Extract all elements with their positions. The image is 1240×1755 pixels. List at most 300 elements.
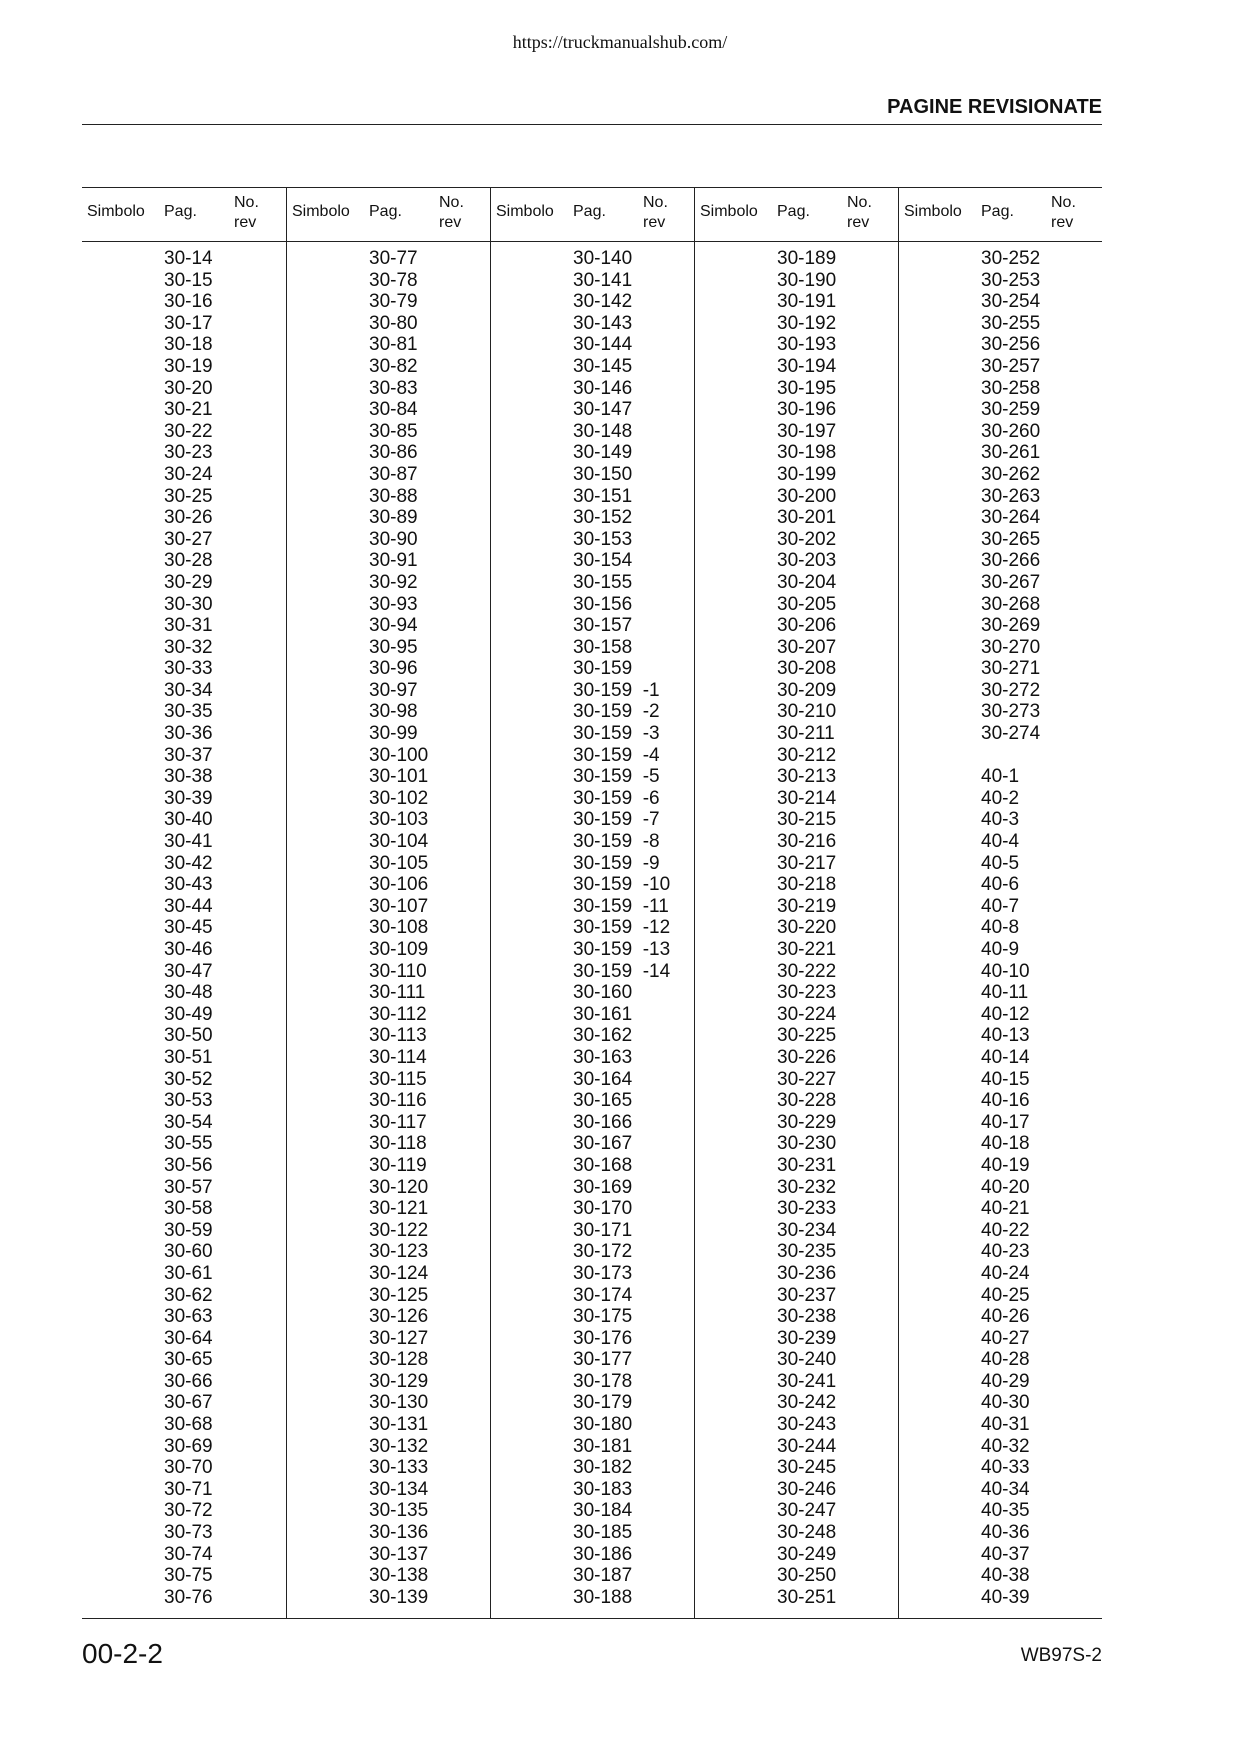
list-item: 30-149 (573, 442, 633, 464)
list-item: 30-198 (777, 442, 837, 464)
list-item: 30-182 (573, 1457, 633, 1479)
list-item: 30-50 (164, 1025, 213, 1047)
list-item: 30-169 (573, 1176, 633, 1198)
list-item: 30-242 (777, 1392, 837, 1414)
list-item: 30-180 (573, 1414, 633, 1436)
list-item: 40-15 (981, 1068, 1030, 1090)
list-item: 30-106 (369, 874, 429, 896)
list-item: 30-269 (981, 615, 1041, 637)
list-item: 30-167 (573, 1133, 633, 1155)
list-item: 30-200 (777, 485, 837, 507)
list-item: 30-122 (369, 1219, 429, 1241)
list-item: 30-223 (777, 982, 837, 1004)
list-item: 30-17 (164, 312, 213, 334)
header-page: Pag. (981, 203, 1014, 220)
table-column-1 (82, 188, 286, 1618)
list-item: 30-201 (777, 507, 837, 529)
list-item: 30-195 (777, 377, 837, 399)
header-rev: No. rev (847, 194, 872, 231)
list-item: 30-159 -9 (573, 852, 660, 874)
list-item: 30-233 (777, 1198, 837, 1220)
list-item: 30-159 -11 (573, 895, 669, 917)
list-item: 30-264 (981, 507, 1041, 529)
list-item: 30-235 (777, 1241, 837, 1263)
table-column-5 (898, 188, 1102, 1618)
list-item: 30-99 (369, 723, 418, 745)
list-item: 30-221 (777, 939, 837, 960)
list-item: 30-32 (164, 636, 213, 658)
list-item: 30-103 (369, 809, 429, 831)
column-header (695, 188, 898, 242)
list-item: 30-53 (164, 1090, 213, 1112)
revised-pages-table (82, 187, 1102, 1619)
list-item: 30-116 (369, 1090, 427, 1112)
list-item: 30-157 (573, 615, 633, 637)
list-item: 40-37 (981, 1543, 1030, 1565)
list-item: 30-111 (369, 982, 426, 1004)
list-item: 30-168 (573, 1154, 633, 1176)
list-item: 30-56 (164, 1154, 213, 1176)
list-item: 30-232 (777, 1176, 837, 1198)
list-item: 40-33 (981, 1457, 1030, 1479)
list-item: 40-3 (981, 809, 1020, 831)
list-item: 30-112 (369, 1003, 427, 1025)
list-item: 30-104 (369, 831, 429, 853)
list-item: 30-109 (369, 939, 429, 960)
column-header (82, 188, 286, 242)
list-item: 30-22 (164, 420, 213, 442)
list-item: 30-228 (777, 1090, 837, 1112)
list-item: 30-34 (164, 679, 213, 701)
list-item: 30-101 (369, 766, 429, 788)
list-item: 40-36 (981, 1522, 1030, 1544)
list-item: 30-67 (164, 1392, 213, 1414)
list-item: 30-51 (164, 1046, 213, 1068)
list-item: 30-76 (164, 1586, 213, 1608)
list-item: 40-20 (981, 1176, 1030, 1198)
list-item: 30-199 (777, 463, 837, 485)
list-item: 30-161 (573, 1003, 633, 1025)
list-item: 30-172 (573, 1241, 633, 1263)
list-item: 30-128 (369, 1349, 429, 1371)
list-item: 30-78 (369, 269, 418, 291)
list-item: 30-243 (777, 1414, 837, 1436)
list-item: 40-30 (981, 1392, 1030, 1414)
list-item: 30-255 (981, 312, 1041, 334)
list-item: 30-85 (369, 420, 418, 442)
list-item: 30-91 (369, 550, 418, 572)
list-item: 30-113 (369, 1025, 427, 1047)
list-item: 40-18 (981, 1133, 1030, 1155)
list-item: 30-110 (369, 960, 427, 982)
list-item: 40-22 (981, 1219, 1030, 1241)
list-item: 40-7 (981, 895, 1020, 917)
table-column-3 (490, 188, 694, 1618)
list-item: 30-71 (164, 1478, 213, 1500)
list-item: 30-137 (369, 1543, 429, 1565)
list-item: 30-121 (369, 1198, 429, 1220)
list-item: 30-166 (573, 1111, 633, 1133)
list-item: 30-238 (777, 1306, 837, 1328)
list-item: 30-171 (573, 1219, 633, 1241)
list-item: 30-59 (164, 1219, 213, 1241)
list-item: 30-159 -12 (573, 917, 671, 939)
list-item: 30-272 (981, 679, 1041, 701)
list-item: 30-105 (369, 852, 429, 874)
list-item: 30-205 (777, 593, 837, 615)
list-item: 30-57 (164, 1176, 213, 1198)
list-item: 30-27 (164, 528, 213, 550)
list-item: 30-159 -14 (573, 960, 671, 982)
list-item: 30-206 (777, 615, 837, 637)
list-item: 40-31 (981, 1414, 1030, 1436)
list-item: 30-247 (777, 1500, 837, 1522)
column-header (491, 188, 694, 242)
list-item: 30-273 (981, 701, 1041, 723)
list-item: 30-159 -6 (573, 787, 660, 809)
list-item: 30-81 (369, 334, 418, 356)
list-item: 30-147 (573, 399, 633, 421)
list-item: 30-224 (777, 1003, 837, 1025)
list-item: 30-24 (164, 463, 213, 485)
list-item: 30-158 (573, 636, 633, 658)
list-item: 40-35 (981, 1500, 1030, 1522)
list-item: 30-210 (777, 701, 837, 723)
list-item: 30-230 (777, 1133, 837, 1155)
list-item: 30-88 (369, 485, 418, 507)
list-item: 40-24 (981, 1262, 1030, 1284)
list-item: 30-159 -10 (573, 874, 671, 896)
header-symbol: Simbolo (700, 203, 758, 220)
list-item: 40-12 (981, 1003, 1030, 1025)
list-item: 30-129 (369, 1370, 429, 1392)
list-item: 30-60 (164, 1241, 213, 1263)
list-item: 30-209 (777, 679, 837, 701)
list-item: 30-159 (573, 658, 633, 680)
list-item: 30-173 (573, 1262, 633, 1284)
list-item: 30-36 (164, 723, 213, 745)
list-item: 30-250 (777, 1565, 837, 1587)
list-item: 30-145 (573, 355, 633, 377)
list-item: 30-189 (777, 248, 837, 269)
list-item: 30-177 (573, 1349, 633, 1371)
list-item: 40-29 (981, 1370, 1030, 1392)
list-item: 30-226 (777, 1046, 837, 1068)
list-item: 30-217 (777, 852, 837, 874)
header-symbol: Simbolo (496, 203, 554, 220)
list-item: 30-248 (777, 1522, 837, 1544)
list-item: 30-197 (777, 420, 837, 442)
list-item: 30-114 (369, 1046, 427, 1068)
list-item: 30-134 (369, 1478, 429, 1500)
list-item: 30-118 (369, 1133, 427, 1155)
header-symbol: Simbolo (292, 203, 350, 220)
list-item: 30-86 (369, 442, 418, 464)
list-item: 30-219 (777, 895, 837, 917)
list-item: 30-115 (369, 1068, 427, 1090)
list-item: 30-80 (369, 312, 418, 334)
list-item: 40-23 (981, 1241, 1030, 1263)
list-item: 30-225 (777, 1025, 837, 1047)
list-item: 30-58 (164, 1198, 213, 1220)
list-item: 30-62 (164, 1284, 213, 1306)
list-item: 30-100 (369, 744, 429, 766)
list-item: 30-65 (164, 1349, 213, 1371)
list-item: 30-102 (369, 787, 429, 809)
list-item: 40-26 (981, 1306, 1030, 1328)
list-item: 30-211 (777, 723, 835, 745)
list-item: 30-92 (369, 571, 418, 593)
list-item: 30-270 (981, 636, 1041, 658)
list-item: 40-5 (981, 852, 1020, 874)
list-item: 30-146 (573, 377, 633, 399)
list-item: 30-193 (777, 334, 837, 356)
page-list (981, 248, 1040, 1608)
list-item: 30-77 (369, 248, 418, 269)
list-item: 30-30 (164, 593, 213, 615)
list-item: 30-97 (369, 679, 418, 701)
list-item: 30-75 (164, 1565, 213, 1587)
list-item: 30-144 (573, 334, 633, 356)
list-item: 30-42 (164, 852, 213, 874)
list-item: 30-148 (573, 420, 633, 442)
list-item: 30-66 (164, 1370, 213, 1392)
list-item: 30-133 (369, 1457, 429, 1479)
list-item: 30-240 (777, 1349, 837, 1371)
list-item: 30-165 (573, 1090, 633, 1112)
page-title: PAGINE REVISIONATE (887, 96, 1102, 118)
list-item: 40-9 (981, 939, 1020, 960)
list-item: 30-216 (777, 831, 837, 853)
list-item: 30-20 (164, 377, 213, 399)
list-item: 30-251 (777, 1586, 837, 1608)
list-item: 40-38 (981, 1565, 1030, 1587)
list-item: 30-215 (777, 809, 837, 831)
list-item: 30-188 (573, 1586, 633, 1608)
list-item: 30-156 (573, 593, 633, 615)
list-item: 30-184 (573, 1500, 633, 1522)
list-item: 30-266 (981, 550, 1041, 572)
list-item: 30-183 (573, 1478, 633, 1500)
list-item: 30-181 (573, 1435, 633, 1457)
list-item: 30-159 -13 (573, 939, 671, 960)
list-item: 30-96 (369, 658, 418, 680)
list-item: 30-245 (777, 1457, 837, 1479)
list-item: 30-262 (981, 463, 1041, 485)
list-item: 30-160 (573, 982, 633, 1004)
list-item: 30-159 -4 (573, 744, 660, 766)
list-item: 30-131 (369, 1414, 429, 1436)
footer-page-number: 00-2-2 (82, 1638, 163, 1669)
list-item: 30-257 (981, 355, 1041, 377)
list-item: 30-31 (164, 615, 213, 637)
list-item: 40-6 (981, 874, 1020, 896)
list-item: 30-159 -5 (573, 766, 660, 788)
list-item: 40-13 (981, 1025, 1030, 1047)
list-item: 30-246 (777, 1478, 837, 1500)
list-item: 30-16 (164, 291, 213, 313)
list-item: 30-214 (777, 787, 837, 809)
list-item: 30-89 (369, 507, 418, 529)
list-item: 30-124 (369, 1262, 429, 1284)
list-item: 30-64 (164, 1327, 213, 1349)
list-item: 40-21 (981, 1198, 1030, 1220)
list-item: 30-87 (369, 463, 418, 485)
list-item: 30-54 (164, 1111, 213, 1133)
list-item: 30-164 (573, 1068, 633, 1090)
list-item: 30-220 (777, 917, 837, 939)
list-item: 30-18 (164, 334, 213, 356)
list-item: 30-254 (981, 291, 1041, 313)
list-item: 30-139 (369, 1586, 429, 1608)
list-item: 30-202 (777, 528, 837, 550)
list-item: 30-15 (164, 269, 213, 291)
list-item: 30-117 (369, 1111, 427, 1133)
list-item: 30-218 (777, 874, 837, 896)
list-item: 30-252 (981, 248, 1041, 269)
list-item: 30-191 (777, 291, 837, 313)
column-header (899, 188, 1102, 242)
list-item: 30-73 (164, 1522, 213, 1544)
list-item: 30-208 (777, 658, 837, 680)
list-item: 30-21 (164, 399, 213, 421)
list-item: 30-119 (369, 1154, 427, 1176)
list-item: 30-190 (777, 269, 837, 291)
list-item: 30-130 (369, 1392, 429, 1414)
list-item: 40-2 (981, 787, 1020, 809)
list-item: 30-74 (164, 1543, 213, 1565)
list-item: 30-61 (164, 1262, 213, 1284)
list-item: 30-274 (981, 723, 1041, 745)
list-item: 30-185 (573, 1522, 633, 1544)
list-item: 30-52 (164, 1068, 213, 1090)
list-item: 30-136 (369, 1522, 429, 1544)
list-item: 30-49 (164, 1003, 213, 1025)
list-item: 30-41 (164, 831, 213, 853)
list-item: 30-268 (981, 593, 1041, 615)
list-item: 30-229 (777, 1111, 837, 1133)
list-item: 30-256 (981, 334, 1041, 356)
list-item: 30-194 (777, 355, 837, 377)
list-item: 30-125 (369, 1284, 429, 1306)
header-page: Pag. (164, 203, 197, 220)
list-item: 30-84 (369, 399, 418, 421)
list-item: 30-23 (164, 442, 213, 464)
list-item: 30-98 (369, 701, 418, 723)
list-item: 40-4 (981, 831, 1020, 853)
list-item: 30-127 (369, 1327, 429, 1349)
list-item: 30-152 (573, 507, 633, 529)
list-item: 30-123 (369, 1241, 429, 1263)
list-item: 30-258 (981, 377, 1041, 399)
list-item: 30-37 (164, 744, 213, 766)
header-rev: No. rev (439, 194, 464, 231)
list-item: 30-132 (369, 1435, 429, 1457)
list-item: 30-140 (573, 248, 633, 269)
page-list (777, 248, 836, 1608)
list-item: 30-55 (164, 1133, 213, 1155)
list-item: 30-222 (777, 960, 837, 982)
list-item: 30-178 (573, 1370, 633, 1392)
list-item: 40-8 (981, 917, 1020, 939)
list-item: 30-38 (164, 766, 213, 788)
list-item: 30-227 (777, 1068, 837, 1090)
list-item: 40-27 (981, 1327, 1030, 1349)
list-item: 30-186 (573, 1543, 633, 1565)
list-item: 30-43 (164, 874, 213, 896)
list-item: 40-32 (981, 1435, 1030, 1457)
list-item: 30-241 (777, 1370, 837, 1392)
list-item: 30-170 (573, 1198, 633, 1220)
list-item: 30-234 (777, 1219, 837, 1241)
header-page: Pag. (777, 203, 810, 220)
list-item: 30-153 (573, 528, 633, 550)
list-item: 30-33 (164, 658, 213, 680)
list-item: 30-162 (573, 1025, 633, 1047)
list-item: 30-239 (777, 1327, 837, 1349)
list-item: 30-142 (573, 291, 633, 313)
list-item: 30-204 (777, 571, 837, 593)
list-item: 30-159 -7 (573, 809, 660, 831)
list-item: 30-63 (164, 1306, 213, 1328)
footer-model: WB97S-2 (1020, 1645, 1102, 1666)
page-list (369, 248, 428, 1608)
list-item: 30-154 (573, 550, 633, 572)
list-item: 30-29 (164, 571, 213, 593)
list-item: 40-19 (981, 1154, 1030, 1176)
list-item: 30-82 (369, 355, 418, 377)
header-symbol: Simbolo (904, 203, 962, 220)
header-rev: No. rev (1051, 194, 1076, 231)
list-item: 30-213 (777, 766, 837, 788)
list-item: 30-155 (573, 571, 633, 593)
list-item: 40-25 (981, 1284, 1030, 1306)
list-item: 30-176 (573, 1327, 633, 1349)
list-item: 30-94 (369, 615, 418, 637)
list-item: 30-244 (777, 1435, 837, 1457)
list-item: 30-196 (777, 399, 837, 421)
table-column-4 (694, 188, 898, 1618)
list-item: 30-159 -3 (573, 723, 660, 745)
list-item: 30-68 (164, 1414, 213, 1436)
list-item: 30-26 (164, 507, 213, 529)
list-item: 30-39 (164, 787, 213, 809)
list-item: 30-159 -1 (573, 679, 660, 701)
list-item: 30-40 (164, 809, 213, 831)
list-item: 30-138 (369, 1565, 429, 1587)
list-item: 30-143 (573, 312, 633, 334)
list-item: 30-72 (164, 1500, 213, 1522)
list-item: 30-93 (369, 593, 418, 615)
list-item: 30-237 (777, 1284, 837, 1306)
list-item: 30-174 (573, 1284, 633, 1306)
list-item (981, 745, 1040, 767)
list-item: 40-1 (981, 766, 1020, 788)
list-item: 30-271 (981, 658, 1041, 680)
page-list (164, 248, 213, 1608)
list-item: 30-175 (573, 1306, 633, 1328)
header-page: Pag. (369, 203, 402, 220)
list-item: 30-83 (369, 377, 418, 399)
list-item: 30-253 (981, 269, 1041, 291)
list-item: 30-107 (369, 895, 429, 917)
list-item: 30-14 (164, 248, 213, 269)
list-item: 30-44 (164, 895, 213, 917)
list-item: 30-179 (573, 1392, 633, 1414)
header-symbol: Simbolo (87, 203, 145, 220)
list-item: 30-28 (164, 550, 213, 572)
header-divider (82, 124, 1102, 125)
